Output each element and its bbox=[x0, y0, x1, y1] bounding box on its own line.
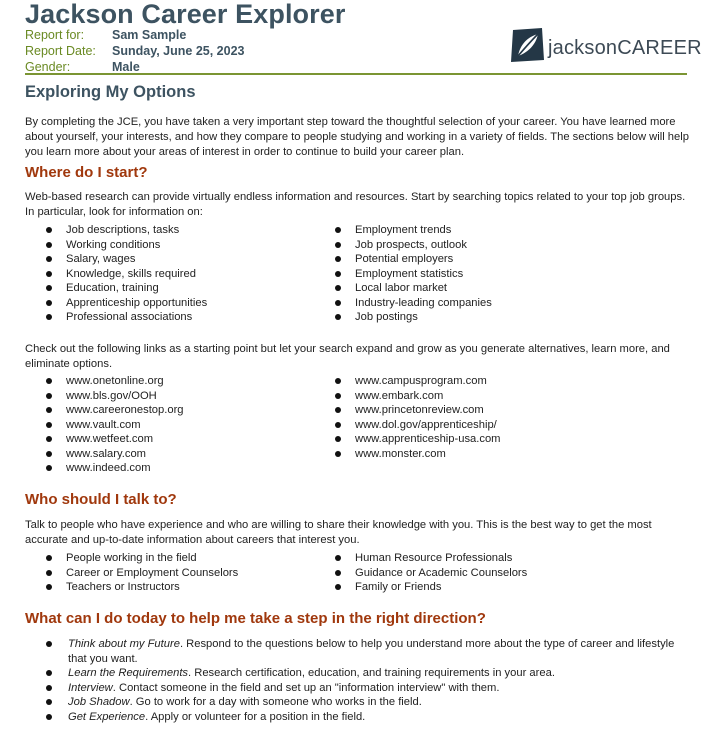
gender-value: Male bbox=[112, 60, 140, 74]
link-item[interactable] bbox=[333, 389, 501, 404]
list-item-text: Career or Employment Counselors bbox=[66, 566, 239, 579]
link-item[interactable] bbox=[44, 461, 184, 476]
list-item-text: Teachers or Instructors bbox=[66, 581, 180, 593]
report-for-row bbox=[25, 27, 244, 43]
resource-link[interactable]: www.indeed.com bbox=[66, 462, 151, 474]
report-meta bbox=[25, 27, 244, 75]
resource-link[interactable]: www.dol.gov/apprenticeship/ bbox=[355, 418, 497, 431]
list-item-text: Job descriptions, tasks bbox=[66, 224, 180, 236]
where-start-heading: Where do I start? bbox=[25, 164, 148, 181]
link-item[interactable] bbox=[44, 389, 184, 404]
list-item-text: Industry-leading companies bbox=[355, 296, 492, 309]
logo-mark-icon bbox=[509, 27, 545, 63]
link-item[interactable] bbox=[333, 418, 501, 433]
list-item bbox=[333, 580, 527, 595]
bullet-icon bbox=[335, 393, 341, 399]
link-item[interactable] bbox=[44, 403, 184, 418]
list-item bbox=[333, 310, 492, 325]
list-item bbox=[44, 267, 207, 282]
action-item: Learn the Requirements. Research certification, education, and training requirements in your area. bbox=[44, 666, 684, 681]
list-item-text: Job postings bbox=[355, 311, 418, 323]
bullet-icon bbox=[46, 465, 52, 471]
logo-text bbox=[548, 36, 702, 60]
bullet-icon bbox=[46, 407, 52, 413]
links-list-right bbox=[333, 374, 501, 461]
list-item-text: Human Resource Professionals bbox=[355, 552, 513, 564]
resource-link[interactable]: www.princetonreview.com bbox=[355, 404, 484, 416]
action-item: Interview. Contact someone in the field and set up an "information interview" with them. bbox=[44, 681, 684, 696]
resource-link[interactable]: www.apprenticeship-usa.com bbox=[355, 433, 501, 445]
bullet-icon bbox=[46, 393, 52, 399]
links-list-left bbox=[44, 374, 184, 476]
list-item bbox=[44, 281, 207, 296]
today-actions-list bbox=[44, 637, 684, 724]
bullet-icon bbox=[335, 555, 341, 561]
list-item bbox=[333, 281, 492, 296]
bullet-icon bbox=[335, 584, 341, 590]
bullet-icon bbox=[335, 378, 341, 384]
talk-to-paragraph: Talk to people who have experience and who are willing to share their knowledge with you. This is the best way to get the most accurate and up-to-date information about careers that interest you. bbox=[25, 519, 652, 546]
resource-link[interactable]: www.salary.com bbox=[66, 447, 146, 460]
action-item: Get Experience. Apply or volunteer for a position in the field. bbox=[44, 710, 684, 725]
list-item bbox=[333, 252, 492, 267]
list-item-text: Potential employers bbox=[355, 253, 454, 265]
bullet-icon bbox=[46, 378, 52, 384]
logo-text-prefix: jackson bbox=[548, 37, 618, 59]
bullet-icon bbox=[46, 555, 52, 561]
resource-link[interactable]: www.onetonline.org bbox=[66, 375, 164, 387]
list-item bbox=[44, 310, 207, 325]
topics-list-left bbox=[44, 223, 207, 325]
bullet-icon bbox=[46, 714, 52, 720]
list-item-text: Job prospects, outlook bbox=[355, 238, 467, 251]
list-item-text: Family or Friends bbox=[355, 581, 442, 593]
list-item bbox=[333, 296, 492, 311]
link-item[interactable] bbox=[44, 374, 184, 389]
action-title: Learn the Requirements bbox=[68, 667, 189, 679]
bullet-icon bbox=[335, 271, 341, 277]
resource-link[interactable]: www.careeronestop.org bbox=[66, 404, 184, 416]
bullet-icon bbox=[335, 451, 341, 457]
action-text: Contact someone in the field and set up an "information interview" with them. bbox=[115, 681, 500, 694]
bullet-icon bbox=[46, 584, 52, 590]
action-text: Go to work for a day with someone who works in the field. bbox=[132, 696, 422, 708]
bullet-icon bbox=[46, 422, 52, 428]
list-item-text: Apprenticeship opportunities bbox=[66, 296, 208, 309]
list-item bbox=[44, 296, 207, 311]
list-item bbox=[333, 223, 492, 238]
list-item-text: Local labor market bbox=[355, 282, 448, 294]
link-item[interactable] bbox=[333, 374, 501, 389]
list-item bbox=[44, 551, 238, 566]
bullet-icon bbox=[46, 256, 52, 262]
resource-link[interactable]: www.wetfeet.com bbox=[66, 433, 154, 445]
list-item-text: Employment trends bbox=[355, 224, 452, 236]
bullet-icon bbox=[335, 422, 341, 428]
resource-link[interactable]: www.campusprogram.com bbox=[355, 375, 487, 387]
bullet-icon bbox=[46, 670, 52, 676]
bullet-icon bbox=[335, 242, 341, 248]
report-for-label: Report for: bbox=[25, 28, 85, 42]
logo-text-suffix: CAREER bbox=[617, 37, 702, 59]
link-item[interactable] bbox=[333, 432, 501, 447]
list-item bbox=[44, 223, 207, 238]
list-item bbox=[333, 551, 527, 566]
list-item bbox=[333, 566, 527, 581]
resource-link[interactable]: www.bls.gov/OOH bbox=[66, 389, 157, 402]
bullet-icon bbox=[335, 570, 341, 576]
report-date-value: Sunday, June 25, 2023 bbox=[112, 44, 245, 58]
resource-link[interactable]: www.monster.com bbox=[355, 447, 446, 460]
action-item: Think about my Future. Respond to the questions below to help you understand more about the type of career and lifestyle that you want. bbox=[44, 637, 684, 666]
link-item[interactable] bbox=[333, 447, 501, 462]
action-text: Apply or volunteer for a position in the field. bbox=[148, 710, 366, 723]
intro-paragraph: By completing the JCE, you have taken a very important step toward the thoughtful selection of your career. You have learned more about yourself, your interests, and how they compare to people studying and working in a variety of fields. The sections below will help you learn more about your areas of interest in order to continue to build your career plan. bbox=[25, 116, 689, 158]
action-title: Get Experience bbox=[68, 710, 146, 723]
list-item bbox=[44, 238, 207, 253]
bullet-icon bbox=[46, 451, 52, 457]
list-item bbox=[44, 252, 207, 267]
link-item[interactable] bbox=[44, 447, 184, 462]
header-divider bbox=[25, 73, 687, 75]
bullet-icon bbox=[335, 407, 341, 413]
list-item bbox=[333, 267, 492, 282]
action-title: Think about my Future bbox=[68, 638, 180, 650]
jackson-career-logo bbox=[509, 27, 702, 63]
bullet-icon bbox=[46, 271, 52, 277]
link-item[interactable] bbox=[44, 418, 184, 433]
people-list-left bbox=[44, 551, 238, 595]
action-title: Job Shadow bbox=[68, 696, 130, 708]
action-item: Job Shadow. Go to work for a day with someone who works in the field. bbox=[44, 695, 684, 710]
gender-label: Gender: bbox=[25, 60, 71, 74]
report-title: Jackson Career Explorer bbox=[25, 0, 346, 29]
list-item-text: Professional associations bbox=[66, 311, 193, 323]
list-item-text: Knowledge, skills required bbox=[66, 267, 196, 280]
link-item[interactable] bbox=[44, 432, 184, 447]
list-item-text: Salary, wages bbox=[66, 253, 136, 265]
list-item bbox=[44, 580, 238, 595]
bullet-icon bbox=[46, 227, 52, 233]
list-item-text: Education, training bbox=[66, 282, 159, 294]
resource-link[interactable]: www.vault.com bbox=[66, 418, 141, 431]
bullet-icon bbox=[46, 436, 52, 442]
bullet-icon bbox=[46, 685, 52, 691]
report-date-label: Report Date: bbox=[25, 44, 96, 58]
bullet-icon bbox=[46, 641, 52, 647]
bullet-icon bbox=[46, 570, 52, 576]
links-paragraph: Check out the following links as a starting point but let your search expand and grow as you generate alternatives, learn more, and eliminate options. bbox=[25, 343, 670, 370]
list-item-text: Working conditions bbox=[66, 238, 161, 251]
bullet-icon bbox=[335, 256, 341, 262]
bullet-icon bbox=[335, 300, 341, 306]
list-item-text: Guidance or Academic Counselors bbox=[355, 566, 528, 579]
report-date-row bbox=[25, 43, 244, 59]
list-item-text: People working in the field bbox=[66, 552, 197, 564]
action-text: Respond to the questions below to help you understand more about the type of career and lifestyle that you want. bbox=[68, 638, 675, 665]
topics-list-right bbox=[333, 223, 492, 325]
intro-heading: Exploring My Options bbox=[25, 83, 196, 101]
bullet-icon bbox=[46, 285, 52, 291]
list-item bbox=[44, 566, 238, 581]
action-text: Research certification, education, and training requirements in your area. bbox=[191, 667, 555, 679]
people-list-right bbox=[333, 551, 527, 595]
list-item bbox=[333, 238, 492, 253]
bullet-icon bbox=[335, 285, 341, 291]
action-title: Interview bbox=[68, 681, 113, 694]
bullet-icon bbox=[46, 300, 52, 306]
bullet-icon bbox=[46, 314, 52, 320]
talk-to-heading: Who should I talk to? bbox=[25, 491, 177, 508]
link-item[interactable] bbox=[333, 403, 501, 418]
resource-link[interactable]: www.embark.com bbox=[355, 389, 444, 402]
bullet-icon bbox=[335, 436, 341, 442]
bullet-icon bbox=[46, 699, 52, 705]
bullet-icon bbox=[335, 314, 341, 320]
bullet-icon bbox=[46, 242, 52, 248]
report-for-value: Sam Sample bbox=[112, 28, 187, 42]
list-item-text: Employment statistics bbox=[355, 267, 464, 280]
today-heading: What can I do today to help me take a step in the right direction? bbox=[25, 610, 486, 627]
where-start-paragraph: Web-based research can provide virtually endless information and resources. Start by searching topics related to your top job groups. In particular, look for information on: bbox=[25, 191, 686, 218]
bullet-icon bbox=[335, 227, 341, 233]
